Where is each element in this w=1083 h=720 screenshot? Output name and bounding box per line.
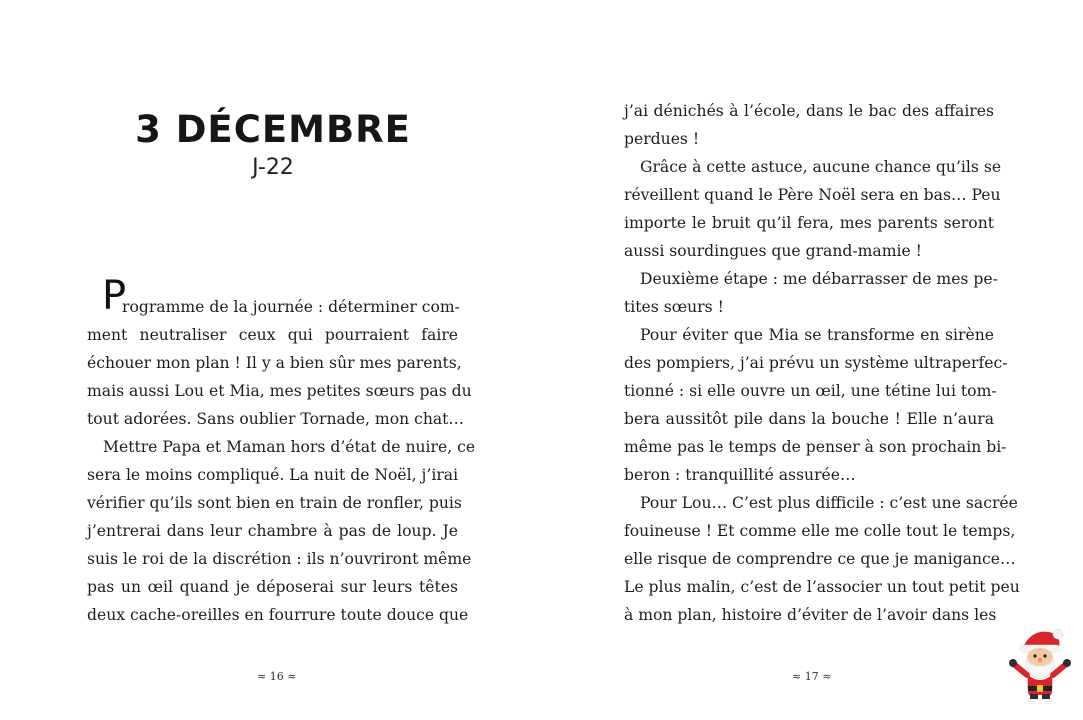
text-line: importe le bruit qu’il fera, mes parents seront bbox=[624, 214, 994, 232]
text-line: Le plus malin, c’est de l’associer un tout petit peu bbox=[624, 578, 1020, 596]
text-line: elle risque de comprendre ce que je manigance… bbox=[624, 550, 1016, 568]
text-line: j’entrerai dans leur chambre à pas de loup. Je bbox=[87, 522, 458, 540]
text-line: pas un œil quand je déposerai sur leurs têtes bbox=[87, 578, 458, 596]
text-line: sera le moins compliqué. La nuit de Noël, j’irai bbox=[87, 466, 459, 484]
text-line: à mon plan, histoire d’éviter de l’avoir dans les bbox=[624, 606, 997, 624]
text-line: suis le roi de la discrétion : ils n’ouvriront même bbox=[87, 550, 472, 568]
right-page-text bbox=[624, 97, 1020, 629]
right-page bbox=[541, 0, 1083, 720]
drop-cap: P bbox=[102, 273, 127, 319]
text-line: mais aussi Lou et Mia, mes petites sœurs pas du bbox=[87, 382, 472, 400]
left-page-text bbox=[87, 293, 476, 629]
text-line: aussi sourdingues que grand-mamie ! bbox=[624, 242, 922, 260]
santa-claus-icon bbox=[1003, 625, 1075, 701]
text-line: tites sœurs ! bbox=[624, 298, 724, 316]
text-line: Pour Lou… C’est plus difficile : c’est une sacrée bbox=[640, 494, 1018, 512]
chapter-title: 3 DÉCEMBRE bbox=[135, 108, 411, 151]
chapter-subtitle: J-22 bbox=[252, 155, 294, 180]
text-line: Deuxième étape : me débarrasser de mes pe- bbox=[640, 270, 998, 288]
text-line: des pompiers, j’ai prévu un système ultraperfec- bbox=[624, 354, 1008, 372]
text-line: même pas le temps de penser à son prochain bi- bbox=[624, 438, 1007, 456]
text-line: beron : tranquillité assurée… bbox=[624, 466, 856, 484]
text-line: vérifier qu’ils sont bien en train de ronfler, puis bbox=[87, 494, 462, 512]
text-line: ment neutraliser ceux qui pourraient faire bbox=[87, 326, 458, 344]
text-line: Pour éviter que Mia se transforme en sirène bbox=[640, 326, 994, 344]
text-line: deux cache-oreilles en fourrure toute douce que bbox=[87, 606, 469, 624]
text-line: j’ai dénichés à l’école, dans le bac des affaires bbox=[624, 102, 994, 120]
text-line: réveillent quand le Père Noël sera en bas… Peu bbox=[624, 186, 1001, 204]
text-line: Mettre Papa et Maman hors d’état de nuire, ce bbox=[103, 438, 476, 456]
text-line: Grâce à cette astuce, aucune chance qu’ils se bbox=[640, 158, 1002, 176]
text-line: échouer mon plan ! Il y a bien sûr mes parents, bbox=[87, 354, 462, 372]
page-number: ≈ 16 ≈ bbox=[257, 670, 297, 683]
text-line: rogramme de la journée : déterminer com- bbox=[122, 298, 460, 316]
page-number: ≈ 17 ≈ bbox=[792, 670, 832, 683]
text-line: tout adorées. Sans oublier Tornade, mon chat… bbox=[87, 410, 465, 428]
text-line: tionné : si elle ouvre un œil, une tétine lui tom- bbox=[624, 382, 997, 400]
text-line: bera aussitôt pile dans la bouche ! Elle n’aura bbox=[624, 410, 994, 428]
text-line: fouineuse ! Et comme elle me colle tout le temps, bbox=[624, 522, 1016, 540]
left-page bbox=[0, 0, 541, 720]
text-line: perdues ! bbox=[624, 130, 700, 148]
